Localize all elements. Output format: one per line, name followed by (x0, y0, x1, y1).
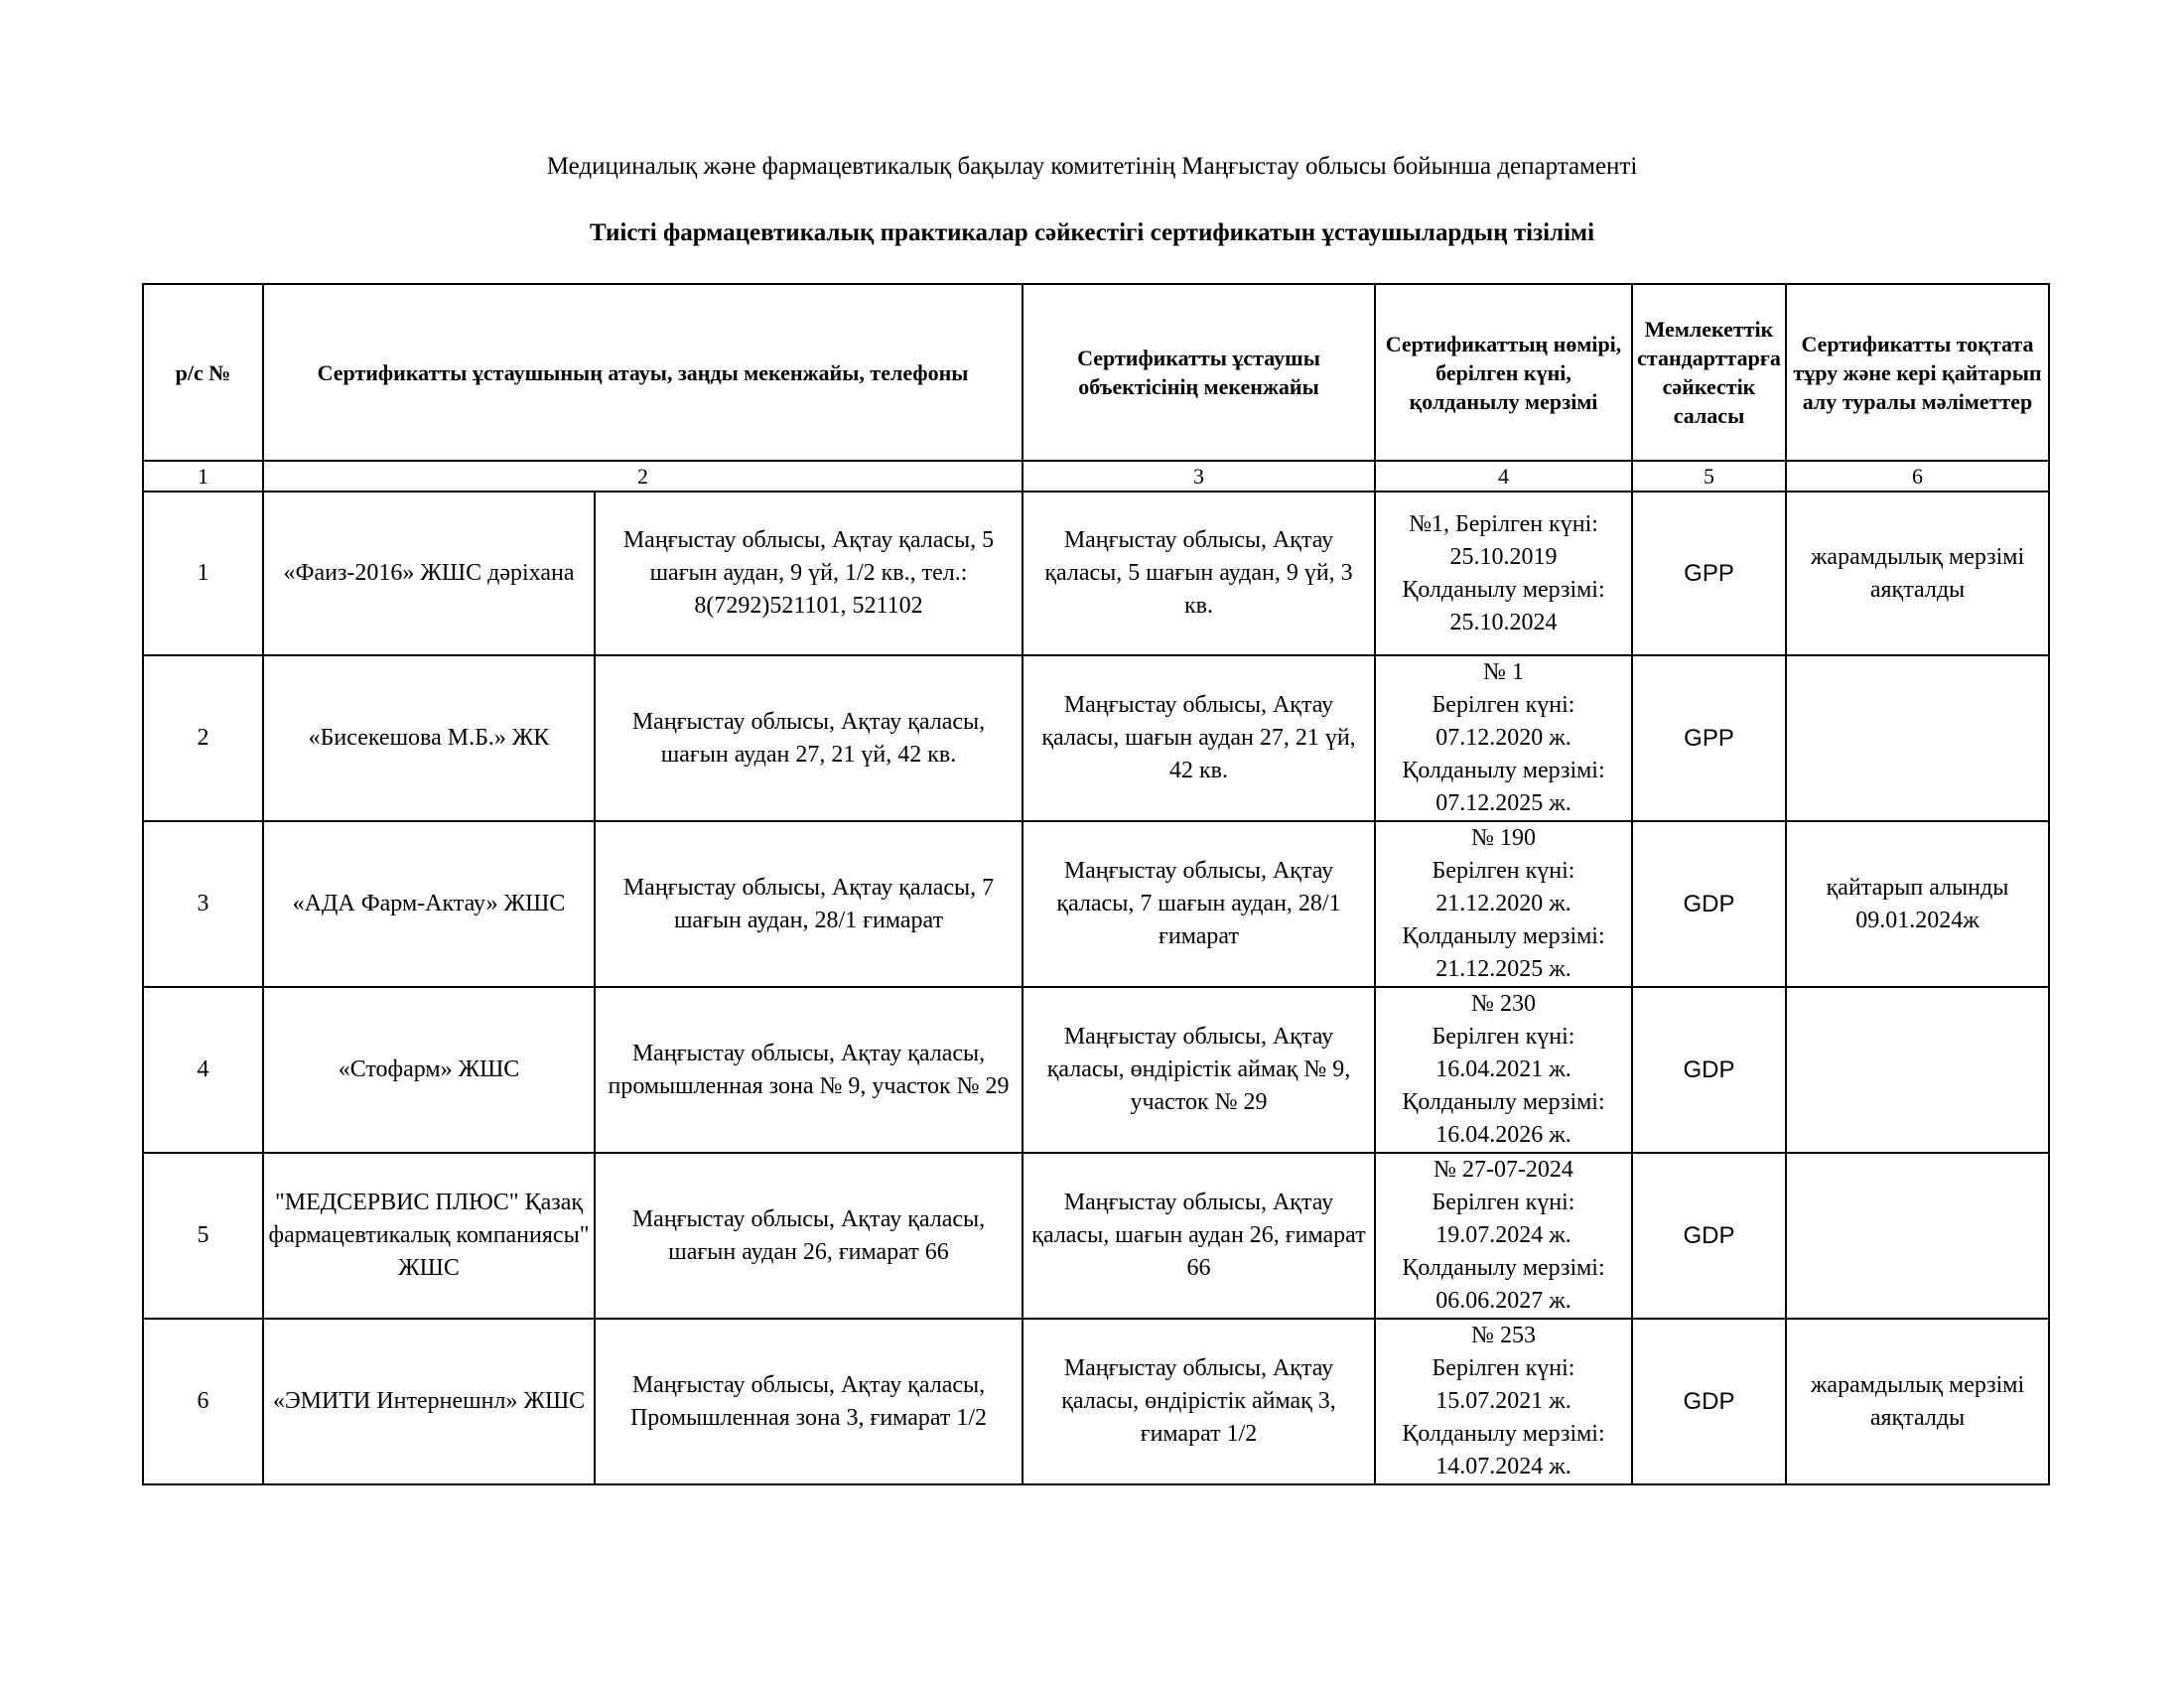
column-number: 5 (1632, 461, 1786, 492)
certificate-line: № 190 (1471, 825, 1536, 851)
object-address-cell: Маңғыстау облысы, Ақтау қаласы, шағын аудан 26, ғимарат 66 (1023, 1153, 1375, 1319)
certificate-line: Берілген күні: (1432, 1190, 1575, 1215)
row-number-cell: 6 (143, 1319, 263, 1484)
certificate-line: 07.12.2020 ж. (1435, 725, 1571, 751)
object-address-cell: Маңғыстау облысы, Ақтау қаласы, 7 шағын аудан, 28/1 ғимарат (1023, 821, 1375, 987)
certificate-line: 06.06.2027 ж. (1435, 1288, 1571, 1314)
certificate-cell (1375, 655, 1632, 821)
certificate-line: № 1 (1483, 659, 1524, 685)
holder-name-cell: «Стофарм» ЖШС (263, 987, 595, 1153)
header-status: Сертификатты тоқтата тұру және кері қайтарып алу туралы мәліметтер (1786, 284, 2049, 461)
certificate-cell (1375, 1319, 1632, 1484)
column-number-row (143, 461, 2049, 492)
object-address-cell: Маңғыстау облысы, Ақтау қаласы, 5 шағын аудан, 9 үй, 3 кв. (1023, 492, 1375, 655)
standard-cell: GDP (1632, 1319, 1786, 1484)
certificate-line: № 27-07-2024 (1433, 1157, 1573, 1183)
legal-address-cell: Маңғыстау облысы, Ақтау қаласы, Промышленная зона 3, ғимарат 1/2 (595, 1319, 1023, 1484)
certificate-cell (1375, 987, 1632, 1153)
certificate-line: № 230 (1471, 991, 1536, 1017)
certificate-line: Қолданылу мерзімі: (1402, 1421, 1605, 1447)
header-rs-no: р/с № (143, 284, 263, 461)
status-cell: жарамдылық мерзімі аяқталды (1786, 492, 2049, 655)
registry-title: Тиісті фармацевтикалық практикалар сәйкестігі сертификатын ұстаушылардың тізілімі (589, 219, 1595, 246)
column-number: 2 (263, 461, 1023, 492)
certificate-cell (1375, 821, 1632, 987)
legal-address-cell: Маңғыстау облысы, Ақтау қаласы, шағын аудан 26, ғимарат 66 (595, 1153, 1023, 1319)
holder-name-cell: «Бисекешова М.Б.» ЖК (263, 655, 595, 821)
object-address-cell: Маңғыстау облысы, Ақтау қаласы, шағын аудан 27, 21 үй, 42 кв. (1023, 655, 1375, 821)
certificate-line: №1, Берілген күні: (1409, 510, 1598, 537)
certificate-line: 25.10.2019 (1449, 543, 1558, 570)
table-row (143, 655, 2049, 821)
table-row (143, 1153, 2049, 1319)
row-number-cell: 3 (143, 821, 263, 987)
certificate-line: Қолданылу мерзімі: (1402, 576, 1605, 603)
holder-name-cell: «Фаиз-2016» ЖШС дәріхана (263, 492, 595, 655)
department-title: Медициналық және фармацевтикалық бақылау комитетінің Маңғыстау облысы бойынша департаменті (546, 153, 1638, 180)
header-standard: Мемлекеттік стандарттарға сәйкестік саласы (1632, 284, 1786, 461)
status-cell: жарамдылық мерзімі аяқталды (1786, 1319, 2049, 1484)
certificate-cell (1375, 492, 1632, 655)
table-row (143, 821, 2049, 987)
column-number: 4 (1375, 461, 1632, 492)
column-number: 3 (1023, 461, 1375, 492)
certificate-line: Қолданылу мерзімі: (1402, 1255, 1605, 1281)
holder-name-cell: «ЭМИТИ Интернешнл» ЖШС (263, 1319, 595, 1484)
certificate-line: Қолданылу мерзімі: (1402, 758, 1605, 783)
row-number-cell: 4 (143, 987, 263, 1153)
standard-cell: GDP (1632, 1153, 1786, 1319)
row-number-cell: 5 (143, 1153, 263, 1319)
certificate-line: № 253 (1471, 1323, 1536, 1348)
standard-cell: GPP (1632, 655, 1786, 821)
legal-address-cell: Маңғыстау облысы, Ақтау қаласы, 5 шағын аудан, 9 үй, 1/2 кв., тел.: 8(7292)521101, 521102 (595, 492, 1023, 655)
status-cell (1786, 1153, 2049, 1319)
status-cell (1786, 655, 2049, 821)
holder-name-cell: "МЕДСЕРВИС ПЛЮС" Қазақ фармацевтикалық компаниясы" ЖШС (263, 1153, 595, 1319)
row-number-cell: 1 (143, 492, 263, 655)
certificate-line: Қолданылу мерзімі: (1402, 923, 1605, 949)
certificate-line: Берілген күні: (1432, 858, 1575, 884)
certificate-line: 25.10.2024 (1449, 609, 1558, 635)
certificate-line: 15.07.2021 ж. (1435, 1388, 1571, 1414)
certificate-cell (1375, 1153, 1632, 1319)
certificate-line: Берілген күні: (1432, 692, 1575, 718)
object-address-cell: Маңғыстау облысы, Ақтау қаласы, өндірістік аймақ 3, ғимарат 1/2 (1023, 1319, 1375, 1484)
holder-name-cell: «АДА Фарм-Актау» ЖШС (263, 821, 595, 987)
header-certificate: Сертификаттың нөмірі, берілген күні, қолданылу мерзімі (1375, 284, 1632, 461)
column-number: 1 (143, 461, 263, 492)
table-row (143, 987, 2049, 1153)
certificate-line: 21.12.2025 ж. (1435, 956, 1571, 982)
column-number: 6 (1786, 461, 2049, 492)
certificate-line: Берілген күні: (1432, 1024, 1575, 1050)
certificate-line: Қолданылу мерзімі: (1402, 1089, 1605, 1115)
legal-address-cell: Маңғыстау облысы, Ақтау қаласы, промышленная зона № 9, участок № 29 (595, 987, 1023, 1153)
standard-cell: GDP (1632, 987, 1786, 1153)
certificate-line: 16.04.2026 ж. (1435, 1122, 1571, 1148)
table-row (143, 492, 2049, 655)
certificate-line: 21.12.2020 ж. (1435, 891, 1571, 916)
certificate-line: 07.12.2025 ж. (1435, 790, 1571, 816)
status-cell (1786, 987, 2049, 1153)
certificate-line: 16.04.2021 ж. (1435, 1056, 1571, 1082)
legal-address-cell: Маңғыстау облысы, Ақтау қаласы, шағын аудан 27, 21 үй, 42 кв. (595, 655, 1023, 821)
table-row (143, 1319, 2049, 1484)
row-number-cell: 2 (143, 655, 263, 821)
standard-cell: GPP (1632, 492, 1786, 655)
header-row (143, 284, 2049, 461)
certificate-line: Берілген күні: (1432, 1355, 1575, 1381)
status-cell: қайтарып алынды 09.01.2024ж (1786, 821, 2049, 987)
standard-cell: GDP (1632, 821, 1786, 987)
certificate-line: 14.07.2024 ж. (1435, 1454, 1571, 1479)
certificate-line: 19.07.2024 ж. (1435, 1222, 1571, 1248)
object-address-cell: Маңғыстау облысы, Ақтау қаласы, өндірістік аймақ № 9, участок № 29 (1023, 987, 1375, 1153)
legal-address-cell: Маңғыстау облысы, Ақтау қаласы, 7 шағын аудан, 28/1 ғимарат (595, 821, 1023, 987)
header-object-address: Сертификатты ұстаушы объектісінің мекенжайы (1023, 284, 1375, 461)
certificate-registry-table (142, 283, 2050, 1485)
header-holder: Сертификатты ұстаушының атауы, заңды мекенжайы, телефоны (263, 284, 1023, 461)
